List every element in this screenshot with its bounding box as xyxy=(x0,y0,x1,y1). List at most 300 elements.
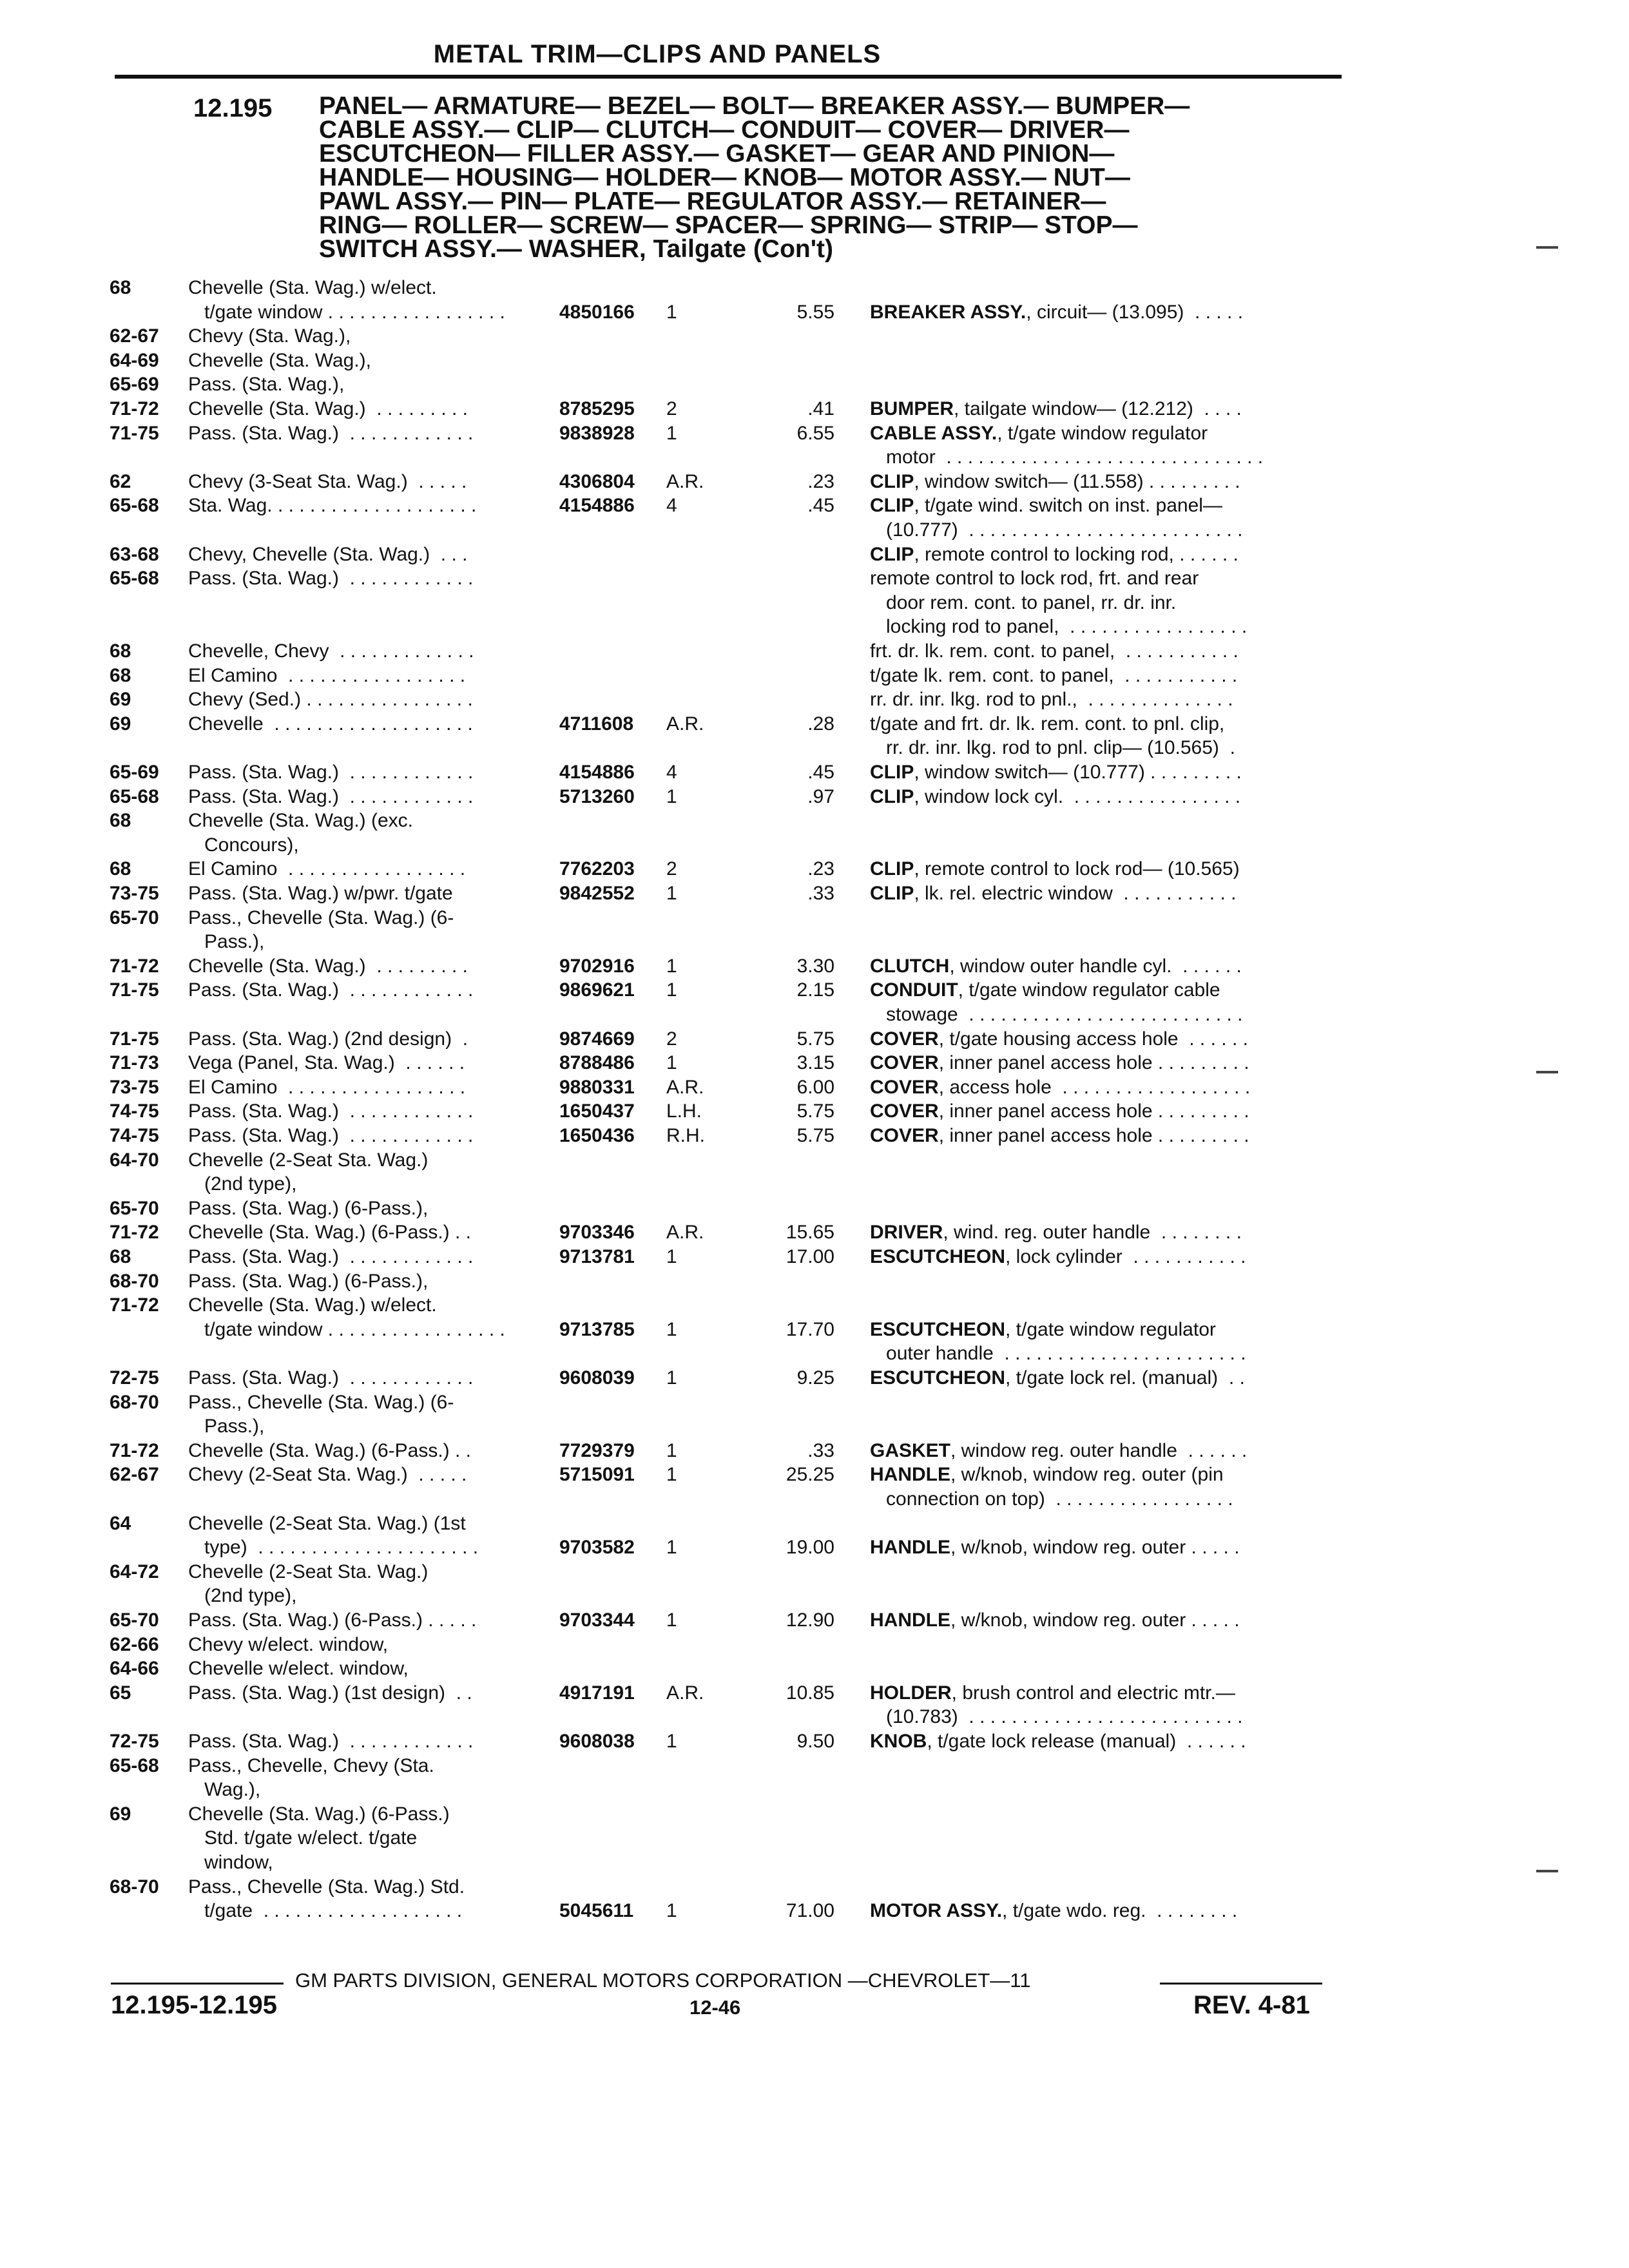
application: Chevelle (Sta. Wag.) (6-Pass.) . . xyxy=(188,1439,472,1461)
price: .45 xyxy=(807,495,834,517)
part-number: 9703346 xyxy=(559,1222,635,1244)
part-number: 4154886 xyxy=(559,762,635,783)
description xyxy=(870,1124,1334,1148)
price: 12.90 xyxy=(786,1610,834,1631)
price: 3.30 xyxy=(796,955,834,977)
title-rule xyxy=(115,75,1342,79)
part-name: CLIP xyxy=(870,495,914,517)
model-years: 62 xyxy=(110,470,131,492)
part-description: , t/gate wind. switch on inst. panel— xyxy=(914,495,1222,517)
part-name: CLIP xyxy=(870,858,914,880)
price: 9.50 xyxy=(796,1731,834,1752)
price: 6.00 xyxy=(796,1076,834,1098)
quantity: 1 xyxy=(666,1537,677,1559)
application: Chevelle (Sta. Wag.) (6-Pass.) xyxy=(188,1803,450,1825)
description xyxy=(870,687,1334,711)
part-name: CLIP xyxy=(870,470,914,492)
description xyxy=(870,1366,1334,1390)
part-name: ESCUTCHEON xyxy=(870,1246,1006,1267)
price: 71.00 xyxy=(786,1900,834,1922)
description xyxy=(870,518,1334,542)
part-number: 9702916 xyxy=(559,955,635,977)
quantity: 2 xyxy=(666,398,677,419)
application: Chevelle (2-Seat Sta. Wag.) (1st xyxy=(188,1512,466,1534)
description xyxy=(870,470,1334,494)
application: Pass. (Sta. Wag.) (1st design) . . xyxy=(188,1682,472,1704)
part-description: (10.777) . . . . . . . . . . . . . . . . . . . . . . . . . . xyxy=(870,519,1243,541)
application: Chevy (Sta. Wag.), xyxy=(188,325,351,347)
application: Chevy (Sed.) . . . . . . . . . . . . . . . . xyxy=(188,689,473,711)
part-number: 9880331 xyxy=(559,1076,635,1098)
part-number: 9869621 xyxy=(559,979,635,1001)
part-name: COVER xyxy=(870,1125,939,1146)
part-description: door rem. cont. to panel, rr. dr. inr. xyxy=(870,591,1177,613)
part-description: , circuit— (13.095) . . . . . xyxy=(1026,301,1244,323)
application: Concours), xyxy=(188,834,299,856)
application: Chevelle (Sta. Wag.) . . . . . . . . . xyxy=(188,398,468,419)
application: Wag.), xyxy=(188,1779,261,1801)
application: Pass. (Sta. Wag.) . . . . . . . . . . . . xyxy=(188,568,474,590)
model-years: 64-69 xyxy=(110,349,159,371)
model-years: 72-75 xyxy=(110,1367,159,1389)
part-number: 9608039 xyxy=(559,1367,635,1389)
description xyxy=(870,1099,1334,1123)
model-years: 64-66 xyxy=(110,1658,159,1680)
description xyxy=(870,1608,1334,1632)
model-years: 69 xyxy=(110,713,131,735)
description xyxy=(870,1051,1334,1075)
part-description: , w/knob, window reg. outer . . . . . xyxy=(950,1610,1240,1631)
quantity: A.R. xyxy=(666,1076,704,1098)
page-title: METAL TRIM—CLIPS AND PANELS xyxy=(433,40,882,68)
part-name: HANDLE xyxy=(870,1464,950,1486)
part-number: 8788486 xyxy=(559,1052,635,1074)
quantity: A.R. xyxy=(666,713,704,735)
description xyxy=(870,1439,1334,1463)
description xyxy=(870,615,1334,639)
application: Chevelle (Sta. Wag.) w/elect. xyxy=(188,1294,437,1316)
scan-mark xyxy=(1536,246,1558,249)
application: Vega (Panel, Sta. Wag.) . . . . . . xyxy=(188,1052,465,1074)
part-description: t/gate lk. rem. cont. to panel, . . . . . . . . . . . xyxy=(870,664,1238,686)
part-number: 8785295 xyxy=(559,398,635,419)
description xyxy=(870,785,1334,809)
part-number: 5045611 xyxy=(559,1900,634,1922)
price: .33 xyxy=(807,883,834,904)
model-years: 68-70 xyxy=(110,1391,159,1413)
part-number: 4154886 xyxy=(559,495,635,517)
application: Pass. (Sta. Wag.) (2nd design) . xyxy=(188,1028,468,1050)
part-description: , t/gate window regulator xyxy=(1005,1318,1216,1340)
part-description: (10.783) . . . . . . . . . . . . . . . . . . . . . . . . . . xyxy=(870,1706,1243,1728)
part-description: motor . . . . . . . . . . . . . . . . . . . . . . . . . . . . . . xyxy=(870,447,1264,468)
part-name: CLIP xyxy=(870,883,914,904)
heading-line: PANEL— ARMATURE— BEZEL— BOLT— BREAKER ASSY.— BUMPER— xyxy=(319,92,1190,120)
application: Chevelle (Sta. Wag.) w/elect. xyxy=(188,277,437,298)
description xyxy=(870,760,1334,784)
price: 17.00 xyxy=(786,1246,834,1267)
application: Std. t/gate w/elect. t/gate xyxy=(188,1827,418,1849)
price: 2.15 xyxy=(796,979,834,1001)
part-number: 9713785 xyxy=(559,1318,635,1340)
heading-line: RING— ROLLER— SCREW— SPACER— SPRING— STRIP— STOP— xyxy=(319,211,1138,239)
application: Pass. (Sta. Wag.) . . . . . . . . . . . . xyxy=(188,1367,474,1389)
application: Pass. (Sta. Wag.) . . . . . . . . . . . . xyxy=(188,1100,474,1122)
price: .45 xyxy=(807,762,834,783)
model-years: 64-72 xyxy=(110,1561,159,1582)
quantity: 1 xyxy=(666,1900,677,1922)
price: 3.15 xyxy=(796,1052,834,1074)
part-number: 9713781 xyxy=(559,1246,635,1267)
part-description: frt. dr. lk. rem. cont. to panel, . . . . . . . . . . . xyxy=(870,640,1239,662)
part-number: 9703582 xyxy=(559,1537,635,1559)
description xyxy=(870,978,1334,1002)
part-number: 9838928 xyxy=(559,422,635,444)
price: 5.55 xyxy=(796,301,834,323)
part-description: , t/gate window regulator cable xyxy=(958,979,1220,1001)
part-description: , w/knob, window reg. outer (pin xyxy=(950,1464,1224,1486)
part-name: CABLE ASSY. xyxy=(870,422,998,444)
part-description: , inner panel access hole . . . . . . . . . xyxy=(938,1100,1249,1122)
model-years: 73-75 xyxy=(110,1076,159,1098)
application: Chevy (2-Seat Sta. Wag.) . . . . . xyxy=(188,1464,467,1486)
part-description: connection on top) . . . . . . . . . . . . . . . . . xyxy=(870,1488,1233,1510)
section-code: 12.195 xyxy=(193,94,273,122)
application: Chevelle w/elect. window, xyxy=(188,1658,409,1680)
part-description: , t/gate window regulator xyxy=(997,422,1208,444)
application: Pass. (Sta. Wag.) . . . . . . . . . . . . xyxy=(188,785,474,807)
part-number: 4711608 xyxy=(559,713,634,735)
part-description: , t/gate lock release (manual) . . . . . . xyxy=(927,1731,1246,1752)
description xyxy=(870,1245,1334,1269)
part-description: , t/gate wdo. reg. . . . . . . . . xyxy=(1002,1900,1238,1922)
quantity: 1 xyxy=(666,1052,677,1074)
application: window, xyxy=(188,1852,273,1873)
description xyxy=(870,954,1334,978)
quantity: 1 xyxy=(666,1367,677,1389)
description xyxy=(870,1341,1334,1365)
part-description: , inner panel access hole . . . . . . . . . xyxy=(938,1052,1249,1074)
model-years: 65-70 xyxy=(110,1610,159,1631)
application: (2nd type), xyxy=(188,1173,297,1195)
part-name: GASKET xyxy=(870,1439,951,1461)
footer-rule-right xyxy=(1160,1983,1322,1984)
quantity: 2 xyxy=(666,858,677,880)
application: Pass., Chevelle (Sta. Wag.) (6- xyxy=(188,907,454,928)
model-years: 71-72 xyxy=(110,955,159,977)
part-name: COVER xyxy=(870,1052,939,1074)
description xyxy=(870,1535,1334,1559)
model-years: 65-68 xyxy=(110,1754,159,1776)
application: Pass. (Sta. Wag.) . . . . . . . . . . . . xyxy=(188,1246,474,1267)
application: Pass. (Sta. Wag.) . . . . . . . . . . . . xyxy=(188,979,474,1001)
part-number: 9842552 xyxy=(559,883,635,904)
part-description: , window outer handle cyl. . . . . . . xyxy=(949,955,1242,977)
model-years: 69 xyxy=(110,1803,131,1825)
description xyxy=(870,543,1334,566)
quantity: 1 xyxy=(666,301,677,323)
part-description: , lk. rel. electric window . . . . . . . . . . . xyxy=(914,883,1237,904)
application: (2nd type), xyxy=(188,1585,297,1607)
heading-line: CABLE ASSY.— CLIP— CLUTCH— CONDUIT— COVER— DRIVER— xyxy=(319,116,1130,144)
quantity: 1 xyxy=(666,1610,677,1631)
description xyxy=(870,591,1334,615)
quantity: 2 xyxy=(666,1028,677,1050)
application: Chevelle (Sta. Wag.) (exc. xyxy=(188,810,413,832)
part-name: CONDUIT xyxy=(870,979,958,1001)
heading-line: PAWL ASSY.— PIN— PLATE— REGULATOR ASSY.— RETAINER— xyxy=(319,187,1106,215)
application: Pass.), xyxy=(188,931,265,953)
part-description: , window reg. outer handle . . . . . . xyxy=(950,1439,1248,1461)
application: Pass. (Sta. Wag.) (6-Pass.) . . . . . xyxy=(188,1610,477,1631)
section-heading xyxy=(319,94,1350,261)
part-description: , access hole . . . . . . . . . . . . . . . . . . xyxy=(938,1076,1251,1098)
part-description: , t/gate lock rel. (manual) . . xyxy=(1005,1367,1245,1389)
description xyxy=(870,1899,1334,1923)
description xyxy=(870,736,1334,760)
model-years: 62-67 xyxy=(110,325,159,347)
description xyxy=(870,494,1334,517)
description xyxy=(870,1729,1334,1753)
model-years: 64 xyxy=(110,1512,131,1534)
quantity: 1 xyxy=(666,1246,677,1267)
part-number: 9874669 xyxy=(559,1028,635,1050)
model-years: 68-70 xyxy=(110,1270,159,1292)
price: 15.65 xyxy=(786,1222,834,1244)
application: Chevelle (Sta. Wag.) . . . . . . . . . xyxy=(188,955,468,977)
part-description: outer handle . . . . . . . . . . . . . . . . . . . . . . . xyxy=(870,1343,1246,1365)
application: Pass., Chevelle (Sta. Wag.) (6- xyxy=(188,1391,454,1413)
part-description: , window lock cyl. . . . . . . . . . . . . . . . . xyxy=(914,785,1241,807)
price: 9.25 xyxy=(796,1367,834,1389)
part-description: remote control to lock rod, frt. and rear xyxy=(870,568,1199,590)
part-name: CLUTCH xyxy=(870,955,950,977)
application: Pass.), xyxy=(188,1416,265,1437)
application: Pass. (Sta. Wag.) w/pwr. t/gate xyxy=(188,883,453,904)
application: Chevelle (2-Seat Sta. Wag.) xyxy=(188,1149,429,1171)
quantity: 1 xyxy=(666,955,677,977)
part-description: , lock cylinder . . . . . . . . . . . xyxy=(1005,1246,1246,1267)
quantity: L.H. xyxy=(666,1100,702,1122)
description xyxy=(870,881,1334,905)
price: .33 xyxy=(807,1439,834,1461)
price: 5.75 xyxy=(796,1028,834,1050)
quantity: 4 xyxy=(666,495,677,517)
description xyxy=(870,1318,1334,1341)
quantity: R.H. xyxy=(666,1125,705,1146)
description xyxy=(870,712,1334,736)
description xyxy=(870,1027,1334,1051)
price: 17.70 xyxy=(786,1318,834,1340)
price: .41 xyxy=(807,398,834,419)
footer-publisher: GM PARTS DIVISION, GENERAL MOTORS CORPORATION —CHEVROLET—11 xyxy=(295,1969,1031,1992)
model-years: 65-70 xyxy=(110,1197,159,1219)
part-description: locking rod to panel, . . . . . . . . . . . . . . . . . xyxy=(870,616,1248,638)
description xyxy=(870,1075,1334,1099)
model-years: 72-75 xyxy=(110,1731,159,1752)
model-years: 73-75 xyxy=(110,883,159,904)
part-name: COVER xyxy=(870,1100,939,1122)
part-number: 4850166 xyxy=(559,301,635,323)
application: Chevy w/elect. window, xyxy=(188,1633,389,1655)
part-name: HANDLE xyxy=(870,1537,950,1559)
model-years: 65-69 xyxy=(110,374,159,396)
price: .97 xyxy=(807,785,834,807)
application: Pass., Chevelle (Sta. Wag.) Std. xyxy=(188,1876,465,1898)
part-description: , remote control to locking rod, . . . . . . xyxy=(914,543,1239,565)
model-years: 71-73 xyxy=(110,1052,159,1074)
application: Pass. (Sta. Wag.) . . . . . . . . . . . . xyxy=(188,1125,474,1146)
part-name: CLIP xyxy=(870,785,914,807)
description xyxy=(870,857,1334,881)
application: Sta. Wag. . . . . . . . . . . . . . . . . . . . xyxy=(188,495,477,517)
part-number: 7762203 xyxy=(559,858,635,880)
part-name: KNOB xyxy=(870,1731,927,1752)
part-number: 4917191 xyxy=(559,1682,635,1704)
model-years: 68-70 xyxy=(110,1876,159,1898)
application: Pass. (Sta. Wag.) . . . . . . . . . . . . xyxy=(188,422,474,444)
description xyxy=(870,566,1334,590)
application: Pass. (Sta. Wag.) (6-Pass.), xyxy=(188,1197,429,1219)
application: t/gate . . . . . . . . . . . . . . . . . . . xyxy=(188,1900,463,1922)
model-years: 63-68 xyxy=(110,543,159,565)
application: El Camino . . . . . . . . . . . . . . . . . xyxy=(188,858,466,880)
quantity: 1 xyxy=(666,1731,677,1752)
application: El Camino . . . . . . . . . . . . . . . . . xyxy=(188,664,466,686)
quantity: 1 xyxy=(666,1439,677,1461)
application: t/gate window . . . . . . . . . . . . . . . . . xyxy=(188,301,505,323)
quantity: 1 xyxy=(666,1464,677,1486)
price: .23 xyxy=(807,470,834,492)
footer-rule-left xyxy=(111,1983,284,1984)
quantity: 1 xyxy=(666,785,677,807)
part-number: 5713260 xyxy=(559,785,635,807)
part-name: COVER xyxy=(870,1076,939,1098)
description xyxy=(870,1487,1334,1511)
scan-mark xyxy=(1536,1870,1558,1872)
description xyxy=(870,639,1334,663)
application: Pass. (Sta. Wag.) . . . . . . . . . . . . xyxy=(188,762,474,783)
part-name: DRIVER xyxy=(870,1222,943,1244)
quantity: A.R. xyxy=(666,470,704,492)
application: Chevelle . . . . . . . . . . . . . . . . . . . xyxy=(188,713,473,735)
quantity: 1 xyxy=(666,979,677,1001)
part-number: 7729379 xyxy=(559,1439,635,1461)
price: 19.00 xyxy=(786,1537,834,1559)
application: El Camino . . . . . . . . . . . . . . . . . xyxy=(188,1076,466,1098)
part-name: CLIP xyxy=(870,543,914,565)
application: Chevelle (Sta. Wag.), xyxy=(188,349,371,371)
part-description: rr. dr. inr. lkg. rod to pnl. clip— (10.565) . xyxy=(870,737,1235,759)
model-years: 68 xyxy=(110,858,131,880)
heading-line: SWITCH ASSY.— WASHER, Tailgate (Con't) xyxy=(319,235,833,263)
price: .28 xyxy=(807,713,834,735)
heading-line: HANDLE— HOUSING— HOLDER— KNOB— MOTOR ASSY.— NUT— xyxy=(319,164,1130,191)
description xyxy=(870,421,1334,445)
part-description: , w/knob, window reg. outer . . . . . xyxy=(950,1537,1240,1559)
model-years: 65-70 xyxy=(110,907,159,928)
model-years: 71-75 xyxy=(110,422,159,444)
model-years: 62-66 xyxy=(110,1633,159,1655)
application: Chevy (3-Seat Sta. Wag.) . . . . . xyxy=(188,470,467,492)
application: type) . . . . . . . . . . . . . . . . . . . . . xyxy=(188,1537,479,1559)
description xyxy=(870,664,1334,687)
application: Pass. (Sta. Wag.) (6-Pass.), xyxy=(188,1270,429,1292)
part-number: 9703344 xyxy=(559,1610,635,1631)
part-number: 4306804 xyxy=(559,470,635,492)
description xyxy=(870,1003,1334,1026)
model-years: 68 xyxy=(110,810,131,832)
model-years: 65-68 xyxy=(110,785,159,807)
part-name: BREAKER ASSY. xyxy=(870,301,1027,323)
model-years: 65-69 xyxy=(110,762,159,783)
model-years: 64-70 xyxy=(110,1149,159,1171)
part-description: , window switch— (11.558) . . . . . . . . . xyxy=(914,470,1240,492)
model-years: 71-72 xyxy=(110,1439,159,1461)
part-description: , window switch— (10.777) . . . . . . . . . xyxy=(914,762,1242,783)
model-years: 69 xyxy=(110,689,131,711)
price: .23 xyxy=(807,858,834,880)
part-description: t/gate and frt. dr. lk. rem. cont. to pnl. clip, xyxy=(870,713,1225,735)
description xyxy=(870,1220,1334,1244)
part-number: 9608038 xyxy=(559,1731,635,1752)
model-years: 62-67 xyxy=(110,1464,159,1486)
application: Chevy, Chevelle (Sta. Wag.) . . . xyxy=(188,543,468,565)
part-number: 5715091 xyxy=(559,1464,635,1486)
quantity: A.R. xyxy=(666,1682,704,1704)
part-description: , inner panel access hole . . . . . . . . . xyxy=(938,1125,1249,1146)
part-name: COVER xyxy=(870,1028,939,1050)
part-name: MOTOR ASSY. xyxy=(870,1900,1003,1922)
model-years: 68 xyxy=(110,664,131,686)
model-years: 68 xyxy=(110,640,131,662)
quantity: 4 xyxy=(666,762,677,783)
description xyxy=(870,1681,1334,1705)
footer-page-number: 12-46 xyxy=(689,1996,741,2019)
quantity: 1 xyxy=(666,883,677,904)
application: Pass. (Sta. Wag.), xyxy=(188,374,345,396)
quantity: 1 xyxy=(666,1318,677,1340)
model-years: 65-68 xyxy=(110,495,159,517)
part-number: 1650437 xyxy=(559,1100,635,1122)
description xyxy=(870,1705,1334,1729)
footer-revision: REV. 4-81 xyxy=(1193,1991,1310,2019)
heading-line: ESCUTCHEON— FILLER ASSY.— GASKET— GEAR AND PINION— xyxy=(319,140,1115,168)
part-name: HOLDER xyxy=(870,1682,952,1704)
price: 5.75 xyxy=(796,1125,834,1146)
description xyxy=(870,1463,1334,1486)
model-years: 74-75 xyxy=(110,1125,159,1146)
footer-section-range: 12.195-12.195 xyxy=(111,1991,278,2019)
part-name: CLIP xyxy=(870,762,914,783)
description xyxy=(870,300,1334,324)
model-years: 68 xyxy=(110,1246,131,1267)
application: Pass., Chevelle, Chevy (Sta. xyxy=(188,1754,434,1776)
quantity: 1 xyxy=(666,422,677,444)
part-description: , tailgate window— (12.212) . . . . xyxy=(954,398,1242,419)
price: 5.75 xyxy=(796,1100,834,1122)
model-years: 71-72 xyxy=(110,398,159,419)
part-description: , wind. reg. outer handle . . . . . . . . xyxy=(943,1222,1242,1244)
model-years: 71-75 xyxy=(110,979,159,1001)
part-description: , t/gate housing access hole . . . . . . xyxy=(938,1028,1248,1050)
model-years: 68 xyxy=(110,277,131,298)
model-years: 71-72 xyxy=(110,1294,159,1316)
application: Pass. (Sta. Wag.) . . . . . . . . . . . . xyxy=(188,1731,474,1752)
price: 25.25 xyxy=(786,1464,834,1486)
application: t/gate window . . . . . . . . . . . . . . . . . xyxy=(188,1318,505,1340)
price: 10.85 xyxy=(786,1682,834,1704)
